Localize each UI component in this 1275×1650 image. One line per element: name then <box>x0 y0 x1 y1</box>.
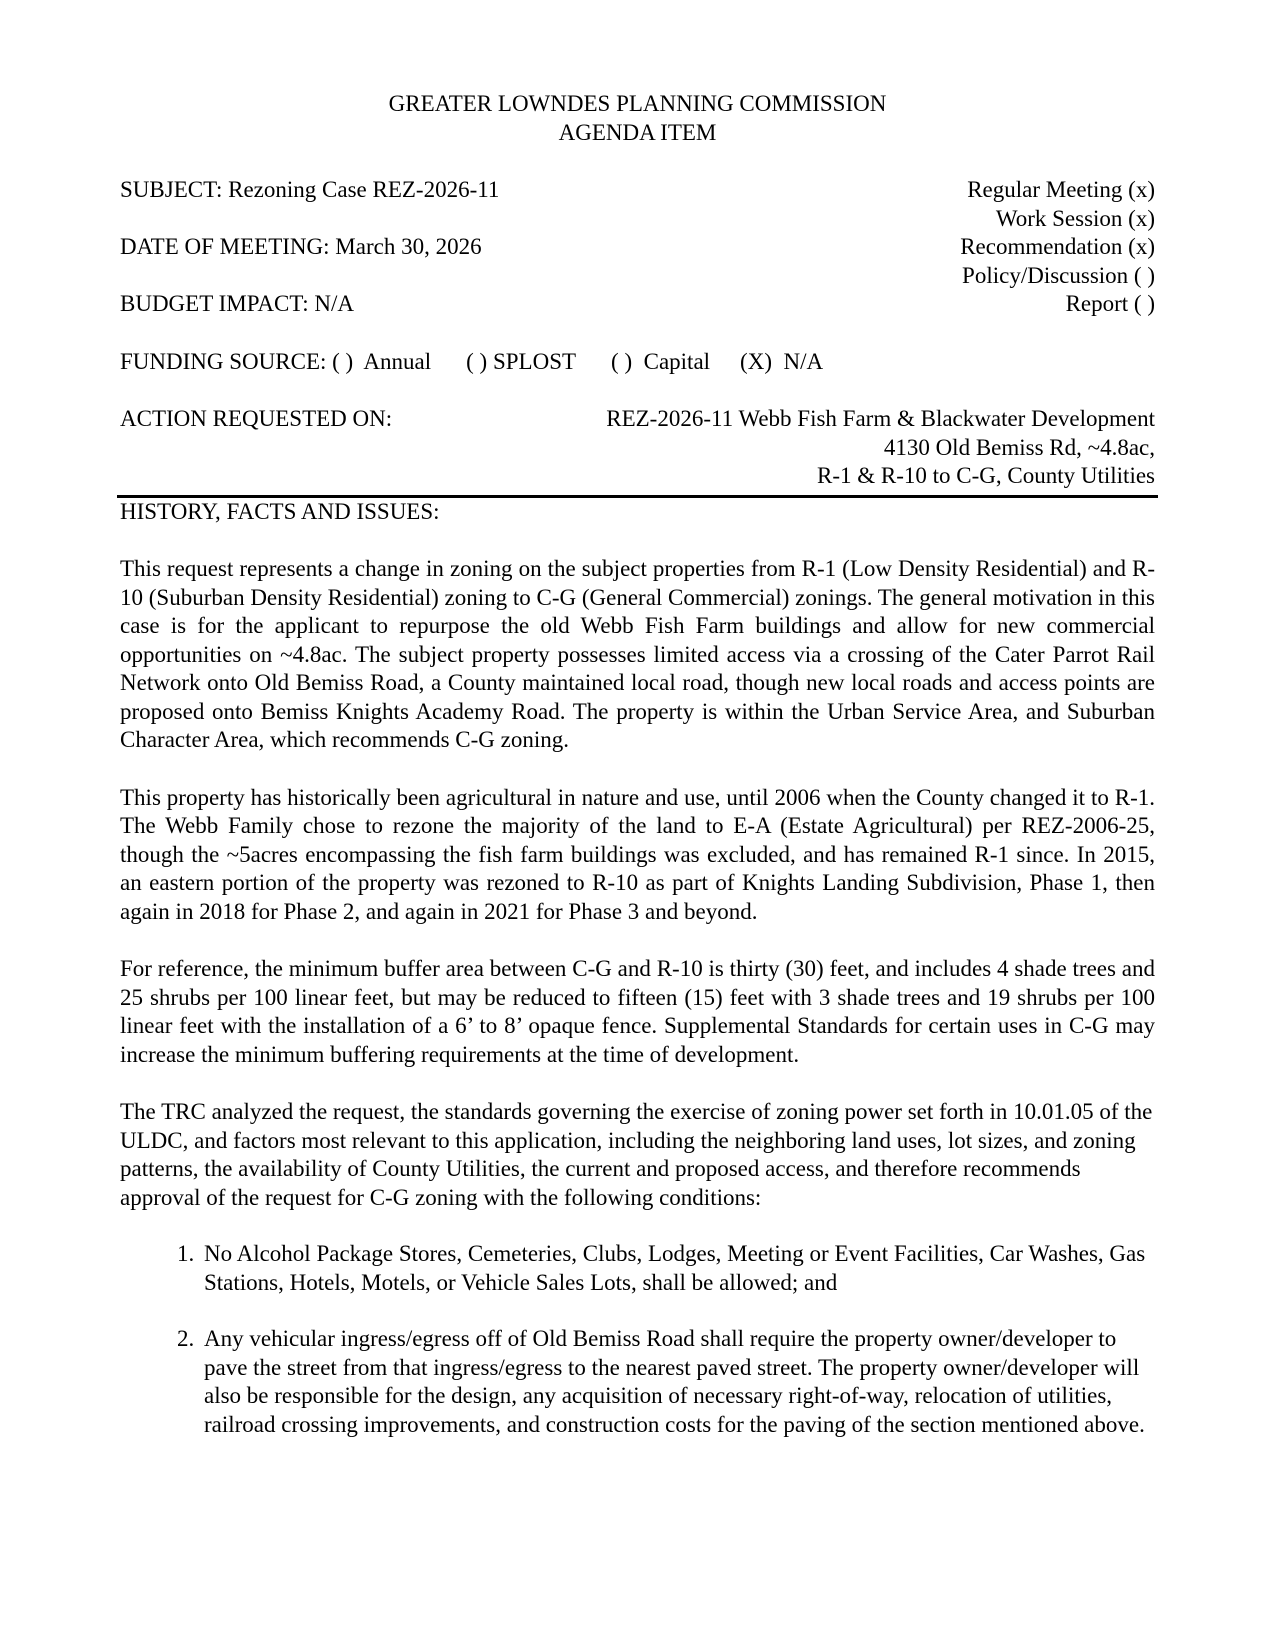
funding-capital: ( ) Capital <box>611 348 711 374</box>
meeting-type-list <box>960 176 1155 319</box>
history-paragraph-4: The TRC analyzed the request, the standards governing the exercise of zoning power set forth in 10.01.05 of the ULDC, and factors most relevant to this application, including the neighboring land uses, lot sizes, and zoning patterns, the availability of County Utilities, the current and proposed access, and therefore recommends approval of the request for C-G zoning with the following conditions: <box>120 1099 1153 1210</box>
action-line-2: 4130 Old Bemiss Rd, ~4.8ac, <box>883 434 1155 460</box>
meeting-type-report: Report ( ) <box>1065 291 1155 316</box>
history-paragraph-2: This property has historically been agricultural in nature and use, until 2006 when the County changed it to R-1. The Webb Family chose to rezone the majority of the land to E-A (Estate Agricultural) per REZ-2006-25, though the ~5acres encompassing the fish farm buildings was excluded, and has remained R-1 since. In 2015, an eastern portion of the property was rezoned to R-10 as part of Knights Landing Subdivision, Phase 1, then again in 2018 for Phase 2, and again in 2021 for Phase 3 and beyond. <box>120 784 1155 924</box>
meta-block <box>120 176 1155 319</box>
meeting-date-line: DATE OF MEETING: March 30, 2026 <box>120 234 482 259</box>
history-paragraph-3: For reference, the minimum buffer area between C-G and R-10 is thirty (30) feet, and includes 4 shade trees and 25 shrubs per 100 linear feet, but may be reduced to fifteen (15) feet with 3 shade trees and 19 shrubs per 100 linear feet with the installation of a 6’ to 8’ opaque fence. Supplemental Standards for certain uses in C-G may increase the minimum buffering requirements at the time of development. <box>120 956 1155 1067</box>
meeting-type-policy: Policy/Discussion ( ) <box>962 262 1155 288</box>
subject-line: SUBJECT: Rezoning Case REZ-2026-11 <box>120 177 500 202</box>
meeting-type-regular: Regular Meeting (x) <box>967 177 1155 202</box>
doc-type-title: AGENDA ITEM <box>558 119 717 145</box>
funding-annual: FUNDING SOURCE: ( ) Annual <box>120 348 432 374</box>
condition-item-2: 2. Any vehicular ingress/egress off of Old Bemiss Road shall require the property owner/developer to pave the street from that ingress/egress to the nearest paved street. The property owner/developer will also be responsible for the design, any acquisition of necessary right-of-way, relocation of utilities, railroad crossing improvements, and construction costs for the paving of the section mentioned above. <box>200 1325 1155 1439</box>
action-line-1: REZ-2026-11 Webb Fish Farm & Blackwater Development <box>606 406 1155 431</box>
funding-source-line <box>120 348 1155 377</box>
action-label: ACTION REQUESTED ON: <box>120 406 393 431</box>
action-requested <box>120 405 1155 491</box>
budget-impact-line: BUDGET IMPACT: N/A <box>120 291 354 316</box>
conditions-list <box>120 1240 1155 1439</box>
condition-item-1: 1. No Alcohol Package Stores, Cemeteries, Clubs, Lodges, Meeting or Event Facilities, Car Washes, Gas Stations, Hotels, Motels, or Vehicle Sales Lots, shall be allowed; and <box>200 1240 1155 1297</box>
action-line-3: R-1 & R-10 to C-G, County Utilities <box>817 463 1155 488</box>
document-header <box>120 90 1155 147</box>
meta-left <box>120 176 499 319</box>
history-title: HISTORY, FACTS AND ISSUES: <box>120 498 440 524</box>
org-title: GREATER LOWNDES PLANNING COMMISSION <box>388 91 887 116</box>
funding-na: (X) N/A <box>740 348 824 374</box>
meeting-type-work-session: Work Session (x) <box>995 205 1155 231</box>
funding-splost: ( ) SPLOST <box>466 348 577 374</box>
meeting-type-recommendation: Recommendation (x) <box>960 234 1155 259</box>
history-paragraph-1: This request represents a change in zoning on the subject properties from R-1 (Low Density Residential) and R-10 (Suburban Density Residential) zoning to C-G (General Commercial) zonings. The general motivation in this case is for the applicant to repurpose the old Webb Fish Farm buildings and allow for new commercial opportunities on ~4.8ac. The subject property possesses limited access via a crossing of the Cater Parrot Rail Network onto Old Bemiss Road, a County maintained local road, though new local roads and access points are proposed onto Bemiss Knights Academy Road. The property is within the Urban Service Area, and Suburban Character Area, which recommends C-G zoning. <box>120 556 1155 752</box>
action-detail <box>606 405 1155 491</box>
agenda-document <box>120 90 1155 1467</box>
